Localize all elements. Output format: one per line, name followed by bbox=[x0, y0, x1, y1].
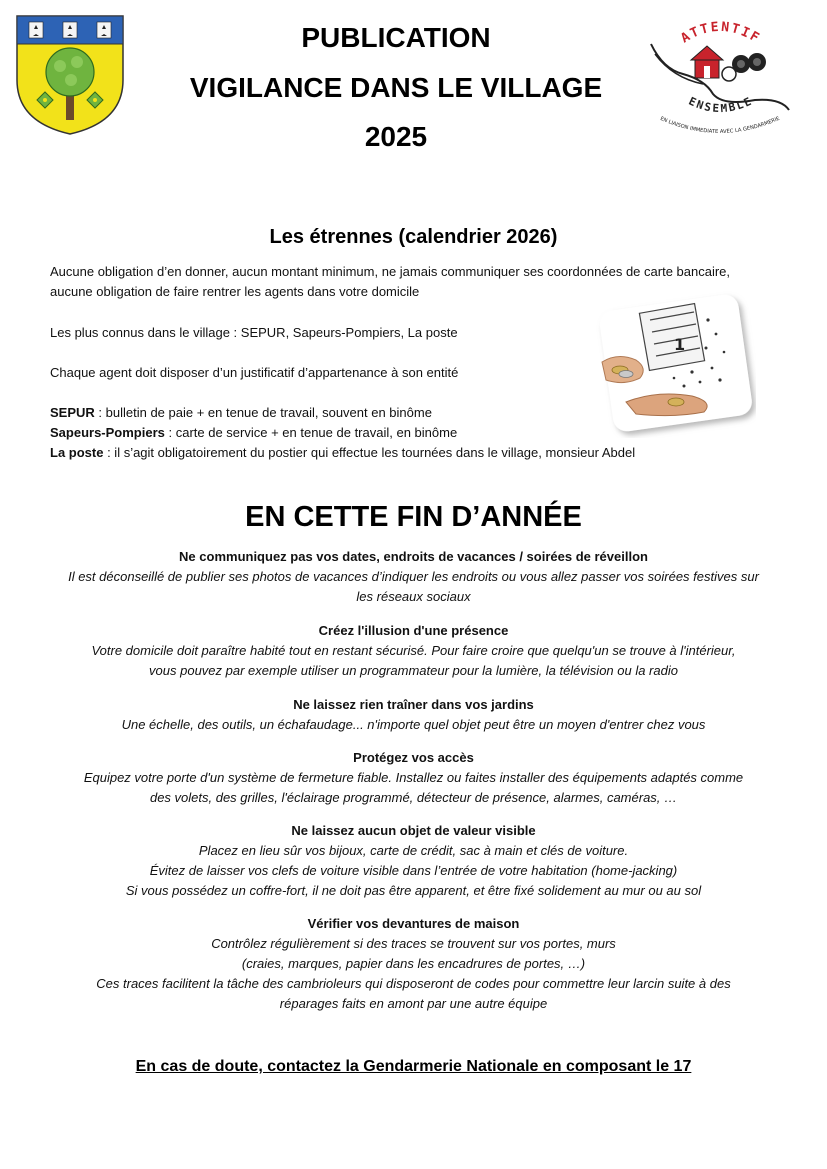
proof-label: Sapeurs-Pompiers bbox=[50, 425, 165, 440]
svg-text:1: 1 bbox=[674, 335, 686, 354]
proof-text: : carte de service + en tenue de travail, en binôme bbox=[164, 425, 458, 440]
tip-title: Ne communiquez pas vos dates, endroits de vacances / soirées de réveillon bbox=[179, 549, 648, 564]
svg-text:ENSEMBLE bbox=[687, 94, 756, 115]
page-title-year: 2025 bbox=[364, 121, 428, 152]
etrennes-paragraph-3: Chaque agent doit disposer d’un justificatif d’appartenance à son entité bbox=[50, 365, 459, 380]
village-coat-of-arms bbox=[15, 14, 125, 136]
tip-title: Vérifier vos devantures de maison bbox=[307, 916, 520, 931]
tip-line: Votre domicile doit paraître habité tout en restant sécurisé. Pour faire croire que quelqu'un se trouve à l'intérieur, bbox=[91, 643, 736, 658]
tip-line: réparages faits en amont par une autre équipe bbox=[279, 996, 548, 1011]
tip-line: Ces traces facilitent la tâche des cambrioleurs qui disposeront de codes pour commettre leur larcin suite à des bbox=[96, 976, 731, 991]
tip-line: Évitez de laisser vos clefs de voiture visible dans l’entrée de votre habitation (home-jacking) bbox=[149, 863, 678, 878]
logo-text-attentif: ATTENTIF bbox=[678, 19, 764, 47]
etrennes-paragraph-1: Aucune obligation d’en donner, aucun montant minimum, ne jamais communiquer ses coordonnées de carte bancaire, aucune obligation de faire rentrer les agents dans votre domicile bbox=[50, 264, 731, 299]
tip-protect-access bbox=[40, 748, 787, 808]
tip-line: Placez en lieu sûr vos bijoux, carte de crédit, sac à main et clés de voiture. bbox=[198, 843, 629, 858]
tip-house-fronts bbox=[40, 914, 787, 1014]
gendarmerie-contact-note: En cas de doute, contactez la Gendarmerie Nationale en composant le 17 bbox=[135, 1058, 692, 1075]
page-title-line-1: PUBLICATION bbox=[301, 22, 491, 53]
tip-line: vous pouvez par exemple utiliser un programmateur pour la lumière, la télévision ou la radio bbox=[149, 663, 678, 678]
tip-line: Une échelle, des outils, un échafaudage... n'importe quel objet peut être un moyen d'entrer chez vous bbox=[121, 717, 706, 732]
proof-label: SEPUR bbox=[50, 405, 95, 420]
tip-presence-illusion bbox=[40, 621, 787, 681]
tip-line: Si vous possédez un coffre-fort, il ne doit pas être apparent, et être fixé solidement au mur ou au sol bbox=[125, 883, 702, 898]
proof-item-poste bbox=[50, 443, 740, 463]
tip-valuables bbox=[40, 821, 787, 901]
svg-text:EN LIAISON IMMEDIATE AVEC LA G bbox=[659, 116, 780, 134]
svg-text:ATTENTIF bbox=[678, 20, 763, 47]
tip-line: Il est déconseillé de publier ses photos de vacances d’indiquer les endroits ou vous allez passer vos soirées festives sur bbox=[68, 569, 759, 584]
tip-title: Protégez vos accès bbox=[353, 750, 474, 765]
proof-text: : bulletin de paie + en tenue de travail, souvent en binôme bbox=[94, 405, 432, 420]
calendar-hands-illustration bbox=[596, 290, 756, 438]
tip-line: des volets, des grilles, l'éclairage programmé, détecteur de présence, alarmes, caméras, … bbox=[149, 790, 678, 805]
tip-title: Créez l'illusion d'une présence bbox=[318, 623, 509, 638]
etrennes-paragraph-2: Les plus connus dans le village : SEPUR, Sapeurs-Pompiers, La poste bbox=[50, 325, 458, 340]
proof-label: La poste bbox=[50, 445, 104, 460]
tip-title: Ne laissez aucun objet de valeur visible bbox=[291, 823, 536, 838]
proof-text: : il s’agit obligatoirement du postier qui effectue les tournées dans le village, monsieur Abdel bbox=[103, 445, 636, 460]
tip-garden bbox=[40, 695, 787, 735]
tip-title: Ne laissez rien traîner dans vos jardins bbox=[293, 697, 534, 712]
etrennes-heading: Les étrennes (calendrier 2026) bbox=[269, 226, 558, 248]
end-of-year-heading: EN CETTE FIN D’ANNÉE bbox=[245, 501, 582, 533]
tip-line: Equipez votre porte d'un système de fermeture fiable. Installez ou faites installer des équipements adaptés comme bbox=[83, 770, 744, 785]
tip-vacation-dates bbox=[40, 547, 787, 607]
tip-line: Contrôlez régulièrement si des traces se trouvent sur vos portes, murs bbox=[211, 936, 616, 951]
tip-line: les réseaux sociaux bbox=[356, 589, 471, 604]
logo-caption: EN LIAISON IMMEDIATE AVEC LA GENDARMERIE bbox=[659, 115, 781, 134]
logo-text-ensemble: ENSEMBLE bbox=[686, 94, 756, 116]
tip-line: (craies, marques, papier dans les encadrures de portes, …) bbox=[241, 956, 586, 971]
attentif-ensemble-logo bbox=[643, 14, 795, 134]
page-title-line-2: VIGILANCE DANS LE VILLAGE bbox=[189, 72, 603, 103]
